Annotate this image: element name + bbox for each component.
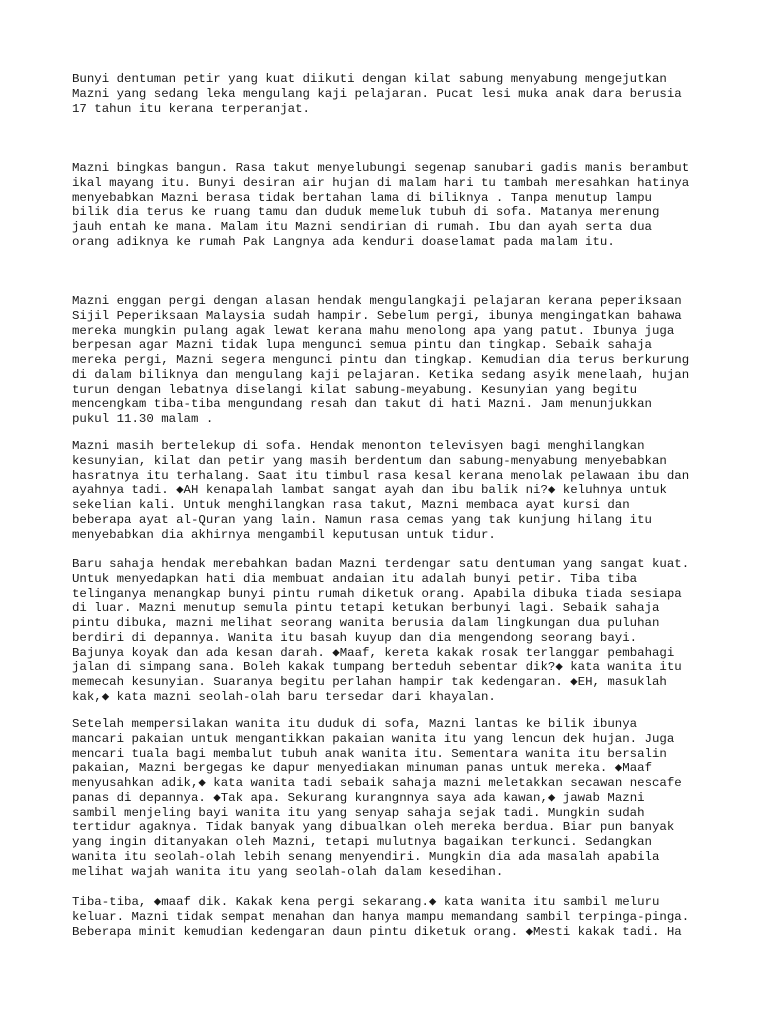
paragraph-5: Baru sahaja hendak merebahkan badan Mazni terdengar satu dentuman yang sangat kuat. Untuk menyedapkan hati dia membuat andaian itu adalah bunyi petir. Tiba tiba telinganya menangkap bunyi pintu rumah diketuk orang. Apabila dibuka tiada sesiapa di luar. Mazni menutup semula pintu tetapi ketukan berbunyi lagi. Sebaik sahaja pintu dibuka, mazni melihat seorang wanita berusia dalam lingkungan dua puluhan berdiri di depannya. Wanita itu basah kuyup dan dia mengendong seorang bayi. Bajunya koyak dan ada kesan darah. ◆Maaf, kereta kakak rosak terlanggar pembahagi jalan di simpang sana. Boleh kakak tumpang berteduh sebentar dik?◆ kata wanita itu memecah kesunyian. Suaranya begitu perlahan hampir tak kedengaran. ◆EH, masuklah kak,◆ kata mazni seolah-olah baru tersedar dari khayalan. — [72, 557, 690, 704]
paragraph-4: Mazni masih bertelekup di sofa. Hendak menonton televisyen bagi menghilangkan kesunyian, kilat dan petir yang masih berdentum dan sabung-menyabung menyebabkan hasratnya itu terhalang. Saat itu timbul rasa kesal kerana menolak pelawaan ibu dan ayahnya tadi. ◆AH kenapalah lambat sangat ayah dan ibu balik ni?◆ keluhnya untuk sekelian kali. Untuk menghilangkan rasa takut, Mazni membaca ayat kursi dan beberapa ayat al-Quran yang lain. Namun rasa cemas yang tak kunjung hilang itu menyebabkan dia akhirnya mengambil keputusan untuk tidur. — [72, 439, 690, 542]
paragraph-7: Tiba-tiba, ◆maaf dik. Kakak kena pergi sekarang.◆ kata wanita itu sambil meluru keluar. Mazni tidak sempat menahan dan hanya mampu memandang sambil terpinga-pinga. Beberapa minit kemudian kedengaran daun pintu diketuk orang. ◆Mesti kakak tadi. Ha — [72, 895, 690, 939]
paragraph-3: Mazni enggan pergi dengan alasan hendak mengulangkaji pelajaran kerana peperiksaan Sijil Peperiksaan Malaysia sudah hampir. Sebelum pergi, ibunya mengingatkan bahawa mereka mungkin pulang agak lewat kerana mahu menolong apa yang patut. Ibunya juga berpesan agar Mazni tidak lupa mengunci semua pintu dan tingkap. Sebaik sahaja mereka pergi, Mazni segera mengunci pintu dan tingkap. Kemudian dia terus berkurung di dalam biliknya dan mengulang kaji pelajaran. Ketika sedang asyik menelaah, hujan turun dengan lebatnya diselangi kilat sabung-meyabung. Kesunyian yang begitu mencengkam tiba-tiba mengundang resah dan takut di hati Mazni. Jam menunjukkan pukul 11.30 malam . — [72, 294, 690, 426]
paragraph-1: Bunyi dentuman petir yang kuat diikuti dengan kilat sabung menyabung mengejutkan Mazni yang sedang leka mengulang kaji pelajaran. Pucat lesi muka anak dara berusia 17 tahun itu kerana terperanjat. — [72, 72, 682, 116]
paragraph-2: Mazni bingkas bangun. Rasa takut menyelubungi segenap sanubari gadis manis berambut ikal mayang itu. Bunyi desiran air hujan di malam hari tu tambah meresahkan hatinya menyebabkan Mazni berasa tidak bertahan lama di biliknya . Tanpa menutup lampu bilik dia terus ke ruang tamu dan duduk memeluk tubuh di sofa. Matanya merenung jauh entah ke mana. Malam itu Mazni sendirian di rumah. Ibu dan ayah serta dua orang adiknya ke rumah Pak Langnya ada kenduri doaselamat pada malam itu. — [72, 161, 690, 249]
paragraph-6: Setelah mempersilakan wanita itu duduk di sofa, Mazni lantas ke bilik ibunya mancari pakaian untuk mengantikkan pakaian wanita itu yang lencun dek hujan. Juga mencari tuala bagi membalut tubuh anak wanita itu. Sementara wanita itu bersalin pakaian, Mazni bergegas ke dapur menyediakan minuman panas untuk mereka. ◆Maaf menyusahkan adik,◆ kata wanita tadi sebaik sahaja mazni meletakkan secawan nescafe panas di depannya. ◆Tak apa. Sekurang kurangnnya saya ada kawan,◆ jawab Mazni sambil menjeling bayi wanita itu yang senyap sahaja sejak tadi. Mungkin sudah tertidur agaknya. Tidak banyak yang dibualkan oleh mereka berdua. Biar pun banyak yang ingin ditanyakan oleh Mazni, tetapi mulutnya bagaikan terkunci. Sedangkan wanita itu seolah-olah lebih senang menyendiri. Mungkin dia ada masalah apabila melihat wajah wanita itu yang seolah-olah dalam kesedihan. — [72, 717, 682, 879]
